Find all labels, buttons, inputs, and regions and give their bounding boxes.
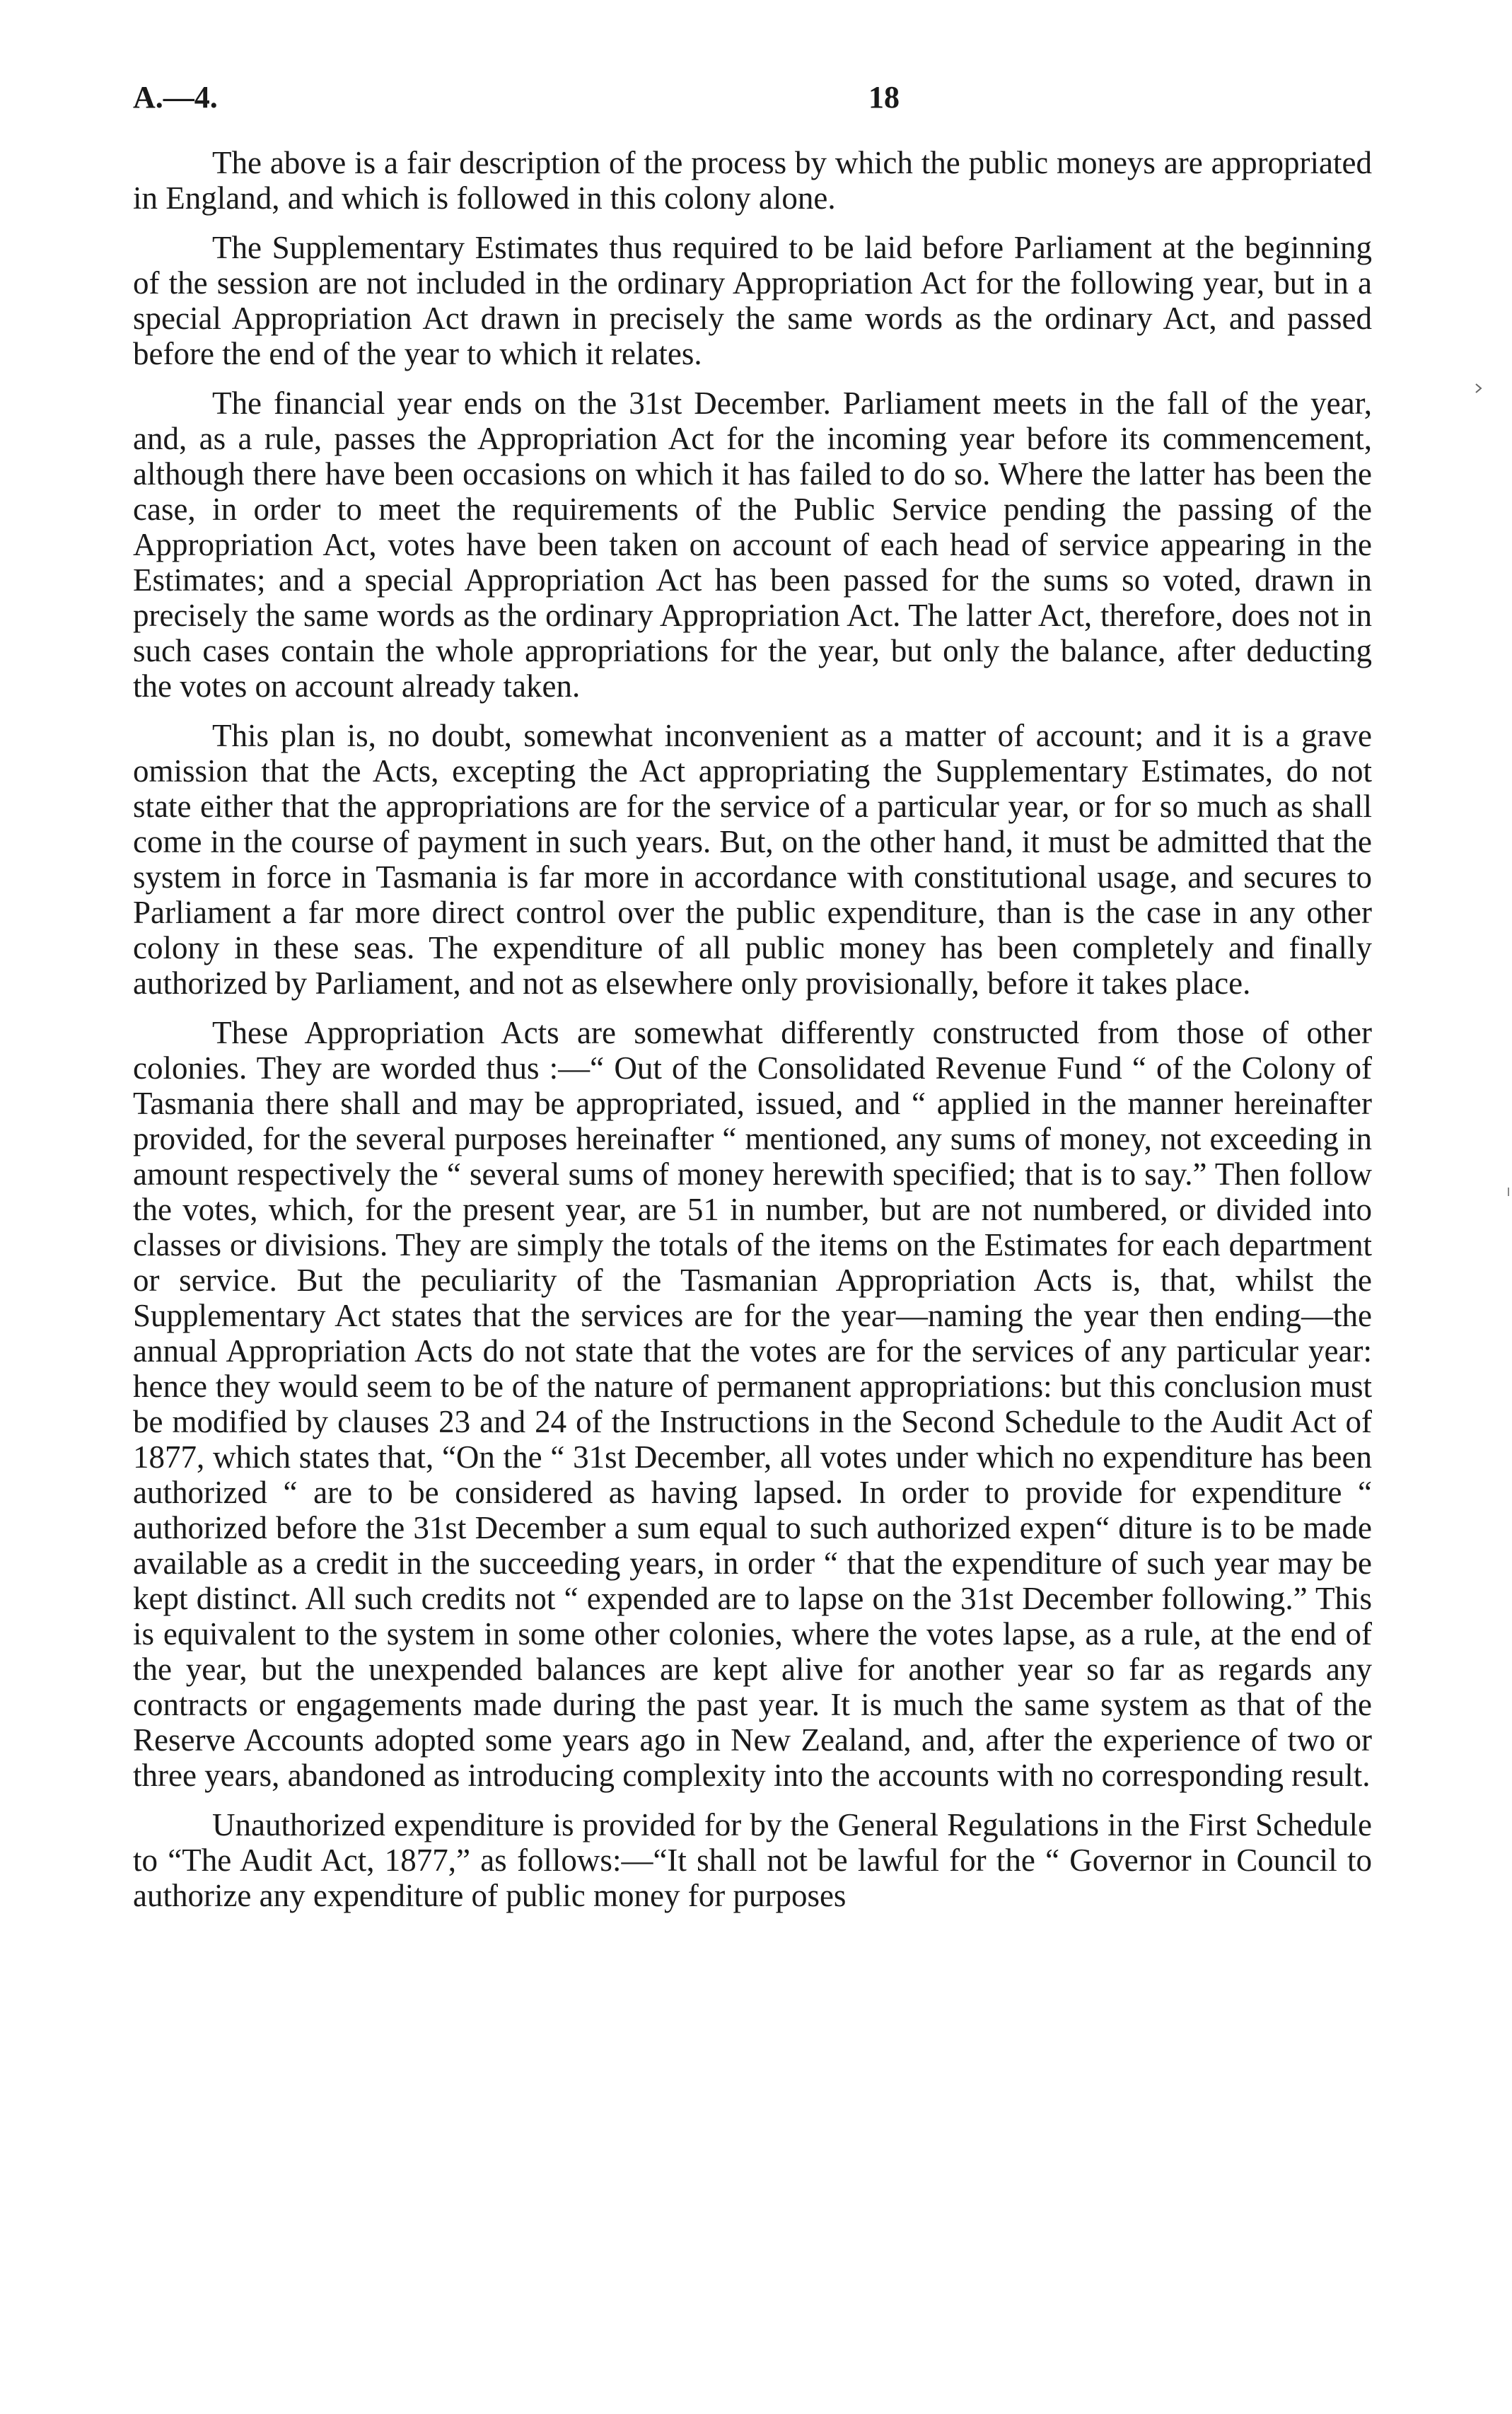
page-number: 18 (868, 80, 900, 115)
paragraph: Unauthorized expenditure is provided for by the General Regulations in the First Schedule to “The Audit Act, 1877,” as follows:—“It shall not be lawful for the “ Governor in Council to authorize any expenditure of public money for purposes (133, 1807, 1372, 1913)
document-body (133, 145, 1372, 1927)
paragraph: The Supplementary Estimates thus required to be laid before Parliament at the beginning of the session are not included in the ordinary Appropriation Act for the following year, but in a special Appropriation Act drawn in precisely the same words as the ordinary Act, and passed before the end of the year to which it relates. (133, 230, 1372, 371)
margin-tick-mark (1475, 383, 1482, 393)
paragraph: This plan is, no doubt, somewhat inconvenient as a matter of account; and it is a grave omission that the Acts, excepting the Act appropriating the Supplementary Estimates, do not state either that the appropriations are for the service of a particular year, or for so much as shall come in the course of payment in such years. But, on the other hand, it must be admitted that the system in force in Tasmania is far more in accordance with constitutional usage, and secures to Parliament a far more direct control over the public expenditure, than is the case in any other colony in these seas. The expenditure of all public money has been completely and finally authorized by Parliament, and not as elsewhere only provisionally, before it takes place. (133, 718, 1372, 1001)
paragraph: These Appropriation Acts are somewhat differently constructed from those of other colonies. They are worded thus :—“ Out of the Consolidated Revenue Fund “ of the Colony of Tasmania there shall and may be appropriated, issued, and “ applied in the manner hereinafter provided, for the several purposes hereinafter “ mentioned, any sums of money, not exceeding in amount respectively the “ several sums of money herewith specified; that is to say.” Then follow the votes, which, for the present year, are 51 in number, but are not numbered, or divided into classes or divisions. They are simply the totals of the items on the Estimates for each department or service. But the peculiarity of the Tasmanian Appropriation Acts is, that, whilst the Supplementary Act states that the services are for the year—naming the year then ending—the annual Appropriation Acts do not state that the votes are for the services of any particular year: hence they would seem to be of the nature of permanent appropriations: but this conclusion must be modified by clauses 23 and 24 of the Instructions in the Second Schedule to the Audit Act of 1877, which states that, “On the “ 31st December, all votes under which no expenditure has been authorized “ are to be considered as having lapsed. In order to provide for expenditure “ authorized before the 31st December a sum equal to such authorized expen“ diture is to be made available as a credit in the succeeding years, in order “ that the expenditure of such year may be kept distinct. All such credits not “ expended are to lapse on the 31st December following.” This is equivalent to the system in some other colonies, where the votes lapse, as a rule, at the end of the year, but the unexpended balances are kept alive for another year so far as regards any contracts or engagements made during the past year. It is much the same system as that of the Reserve Accounts adopted some years ago in New Zealand, and, after the experience of two or three years, abandoned as introducing complexity into the accounts with no corresponding result. (133, 1015, 1372, 1793)
paragraph: The financial year ends on the 31st December. Parliament meets in the fall of the year, and, as a rule, passes the Appropriation Act for the incoming year before its commencement, although there have been occasions on which it has failed to do so. Where the latter has been the case, in order to meet the requirements of the Public Service pending the passing of the Appropriation Act, votes have been taken on account of each head of service appearing in the Estimates; and a special Appropriation Act has been passed for the sums so voted, drawn in precisely the same words as the ordinary Appropriation Act. The latter Act, therefore, does not in such cases contain the whole appropriations for the year, but only the balance, after deducting the votes on account already taken. (133, 385, 1372, 704)
paragraph: The above is a fair description of the process by which the public moneys are appropriated in England, and which is followed in this colony alone. (133, 145, 1372, 216)
margin-tick-mark (1506, 1187, 1511, 1197)
page-header (133, 79, 1371, 129)
document-reference: A.—4. (133, 80, 218, 115)
